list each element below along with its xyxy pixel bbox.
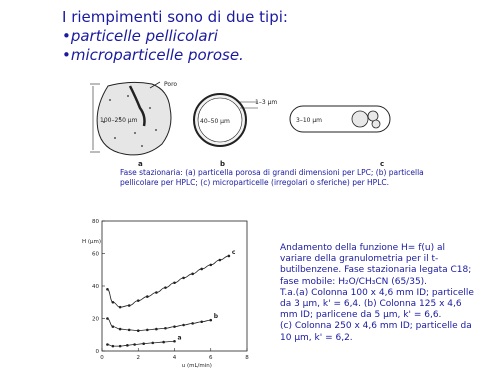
x-tick-label: 4 [172,355,177,361]
x-tick-label: 6 [209,355,213,361]
description-p3: (c) Colonna 250 x 4,6 mm ID; particelle da 10 µm, k' = 6,2. [280,321,472,343]
data-point-b [191,322,194,325]
data-point-c [155,291,158,294]
size-label-c: 3–10 µm [296,117,323,124]
data-point-c [119,306,122,309]
size-label-b1: 40–50 µm [200,118,230,125]
chart-gridlines [102,221,247,351]
series-line-b [107,319,210,331]
y-tick-label: 20 [92,316,99,323]
description-p2: T.a.(a) Colonna 100 x 4,6 mm ID; particelle da 3 µm, k' = 6,4. (b) Colonna 125 x 4,6 mm ID; parlicene da 5 µm, k' = 6,6. [280,287,474,321]
data-point-b [209,319,212,322]
series-label-a: a [177,334,182,342]
y-tick-label: 40 [92,284,99,290]
particle-types-figure [90,78,410,168]
data-point-b [182,324,185,327]
data-point-a [126,344,129,347]
data-point-b [112,325,115,328]
data-point-c [137,299,140,302]
chart-description [280,243,475,344]
data-point-c [182,277,185,280]
figure-caption: Fase stazionaria: (a) particella porosa di grandi dimensioni per LPC; (b) particella pellicolare per HPLC; (c) microparticelle (irregolari o sferiche) per HPLC. [120,168,424,187]
data-point-c [200,268,203,271]
slide-title [62,8,288,65]
title-line-2: •particelle pellicolari [62,27,218,45]
data-point-a [119,345,122,348]
x-tick-label: 8 [245,355,249,361]
data-point-b [137,329,140,332]
data-point-a [106,343,109,346]
data-point-b [146,329,149,332]
data-point-c [146,295,149,298]
letter-a: a [138,160,143,168]
x-tick-label: 0 [100,355,104,361]
plot-frame [102,221,247,351]
pore-label: Poro [164,81,178,88]
data-point-b [173,325,176,328]
data-point-c [219,259,222,262]
data-point-b [164,327,167,330]
y-tick-label: 0 [95,349,99,355]
title-line-3: •microparticelle porose. [62,46,244,64]
chart-series [106,249,236,347]
letter-b: b [220,160,226,168]
size-label-b2: 1–3 µm [255,99,278,106]
data-point-c [128,304,131,307]
y-axis-label: H (µm) [82,239,102,245]
series-label-c: c [231,248,236,256]
chart-axes [92,219,249,361]
data-point-b [200,320,203,323]
data-point-a [112,345,115,348]
h-vs-u-chart [80,213,260,373]
data-point-b [155,328,158,331]
data-point-c [164,286,167,289]
data-point-c [173,281,176,284]
data-point-a [173,340,176,343]
x-axis-label: u (mL/min) [181,363,212,369]
data-point-b [119,328,122,331]
data-point-a [162,341,165,344]
description-p1: Andamento della funzione H= f(u) al variare della granulometria per il t-butilbenzene. Fase stazionaria legata C18; fase mobile: H₂O/CH₃CN (65/35). [280,243,472,287]
x-tick-label: 2 [136,355,140,361]
data-point-c [191,273,194,276]
data-point-b [106,317,109,320]
data-point-c [112,301,115,304]
series-label-b: b [213,313,219,321]
letter-c: c [380,160,385,168]
title-line-1: I riempimenti sono di due tipi: [62,8,288,26]
data-point-c [106,288,109,291]
data-point-c [228,255,231,258]
data-point-a [133,343,136,346]
data-point-a [142,342,145,345]
data-point-a [151,342,154,345]
y-tick-label: 80 [92,219,99,225]
y-tick-label: 60 [92,251,99,258]
data-point-c [209,264,212,267]
data-point-b [128,329,131,332]
size-label-a: 100–250 µm [100,117,138,124]
